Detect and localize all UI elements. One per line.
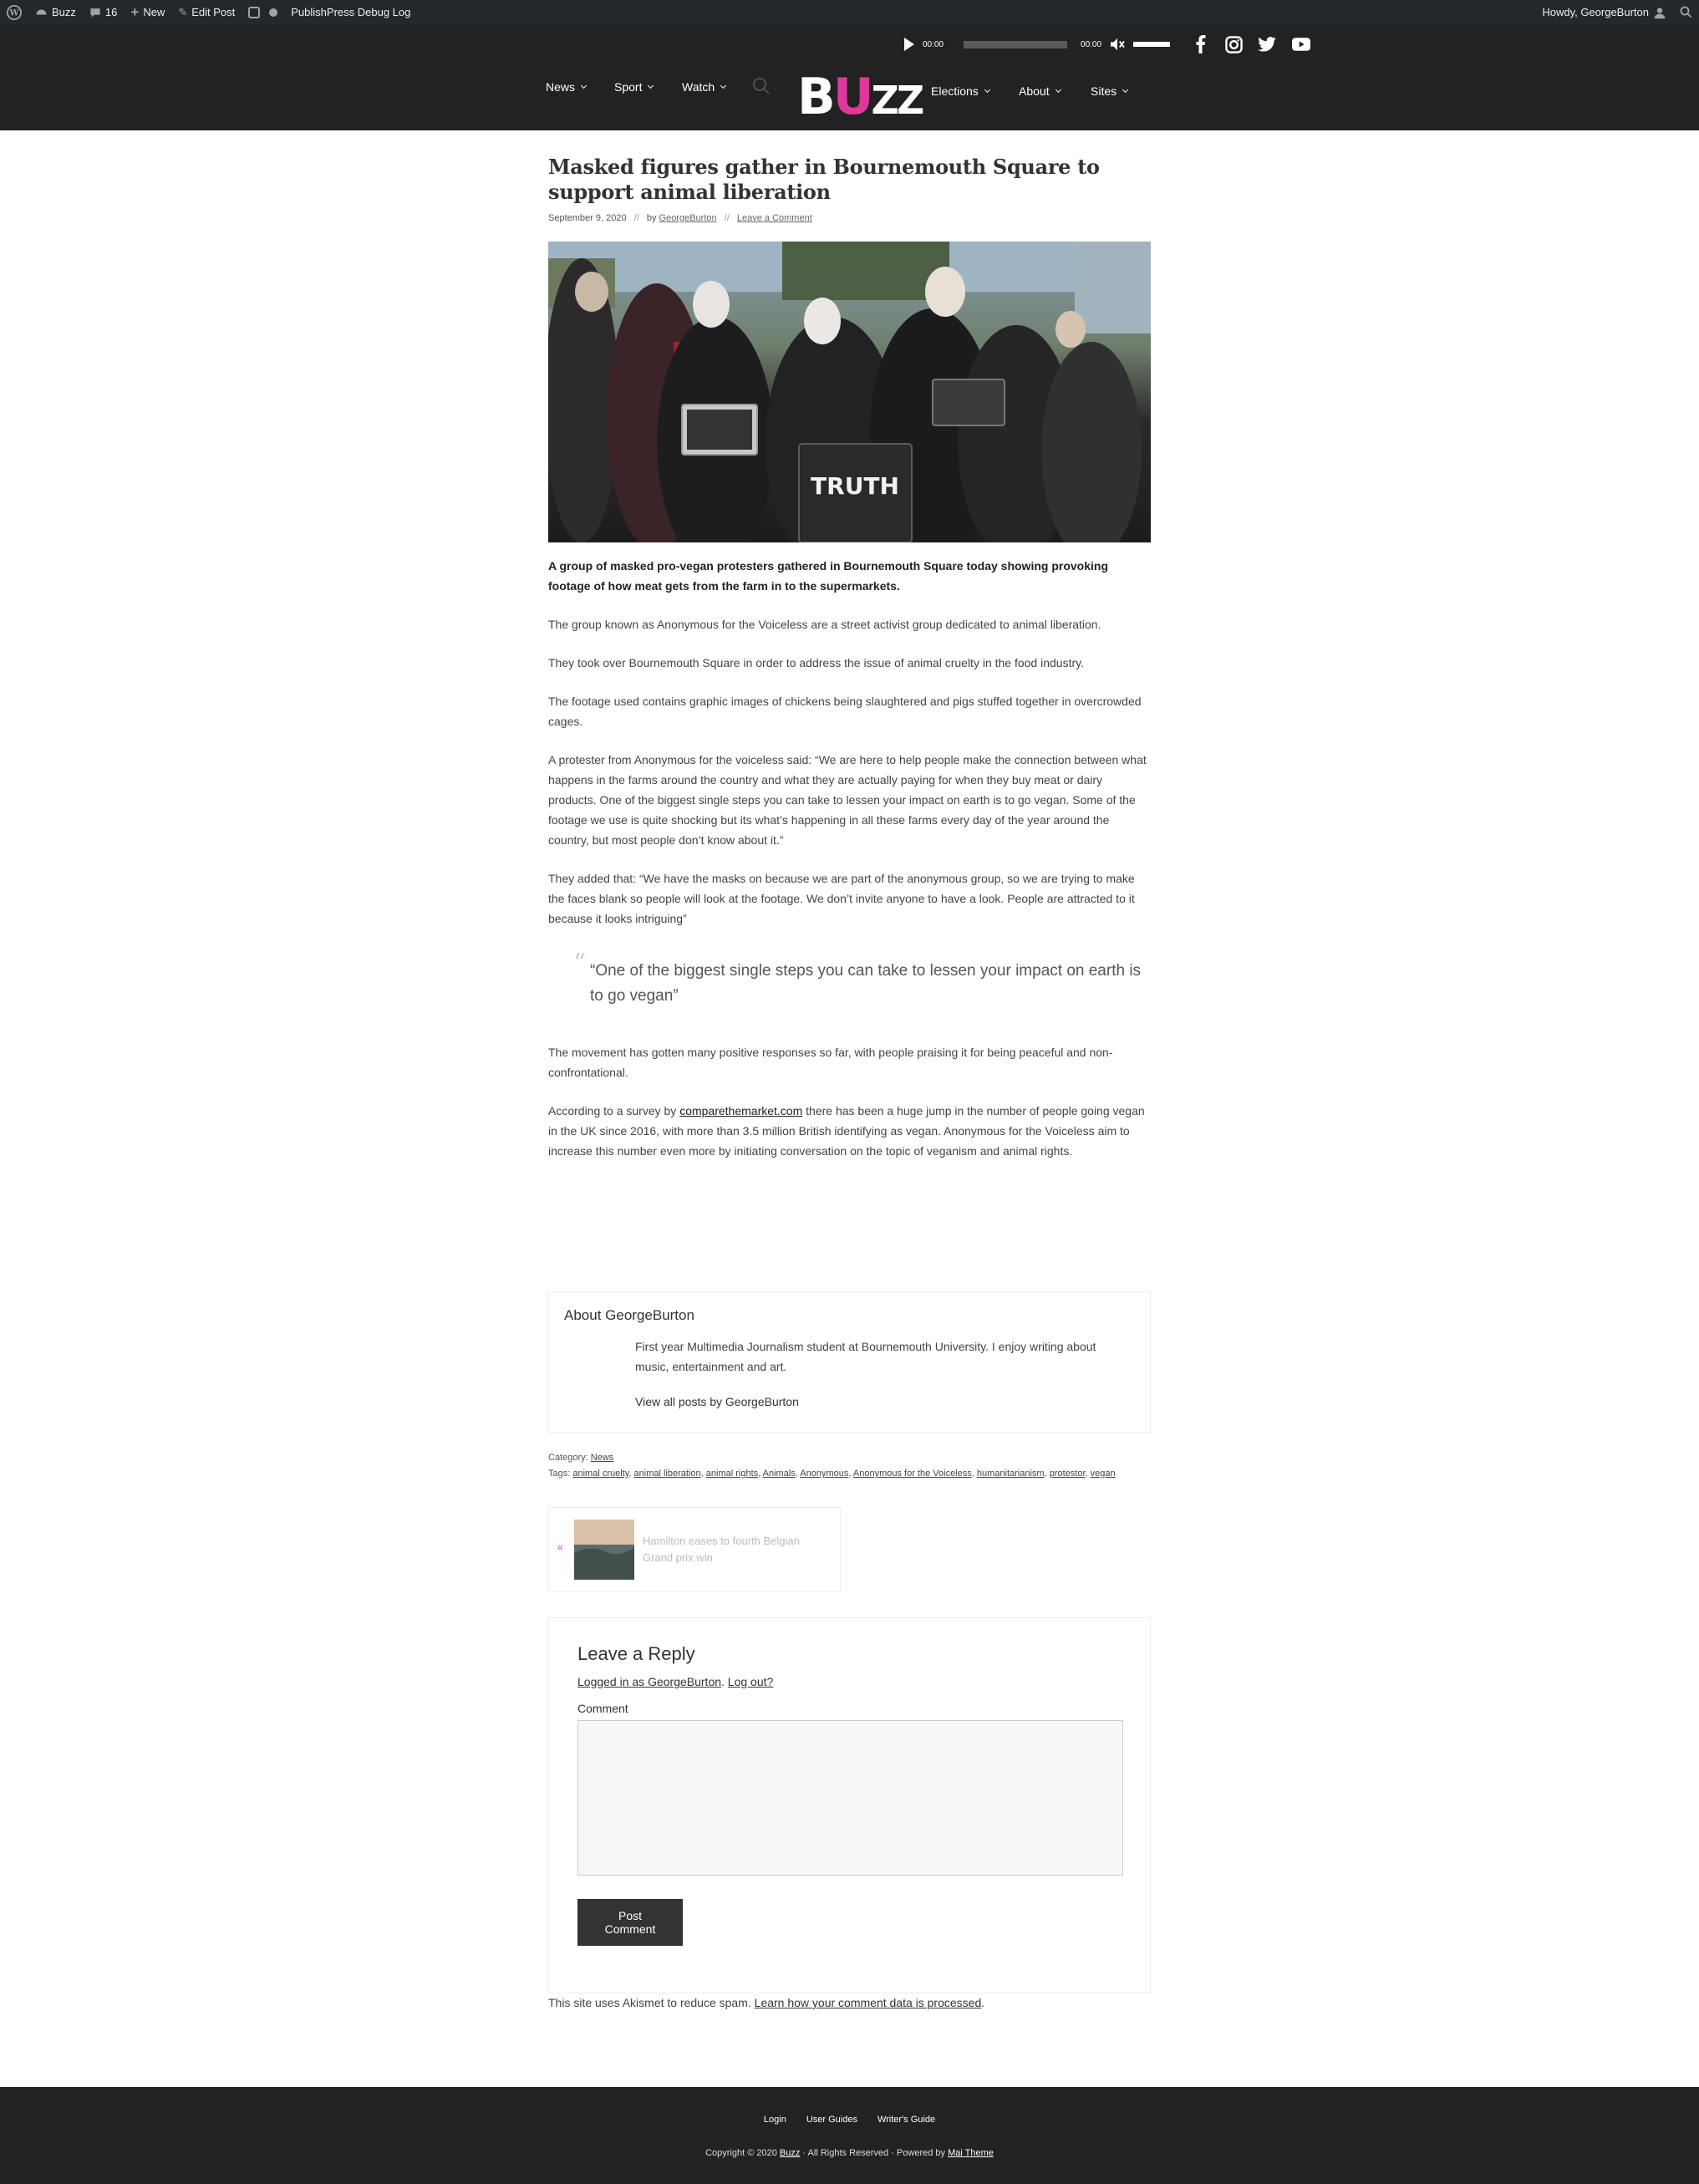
author-box [548, 1291, 1151, 1433]
article-paragraph: The group known as Anonymous for the Voiceless are a street activist group dedicated to animal liberation. [548, 618, 1101, 631]
author-box-heading: About GeorgeBurton [564, 1307, 694, 1323]
chevron-down-icon [648, 83, 654, 89]
tag-link[interactable]: animal cruelty [572, 1469, 629, 1479]
quote-mark-icon: “ [573, 949, 587, 978]
tag-separator: , [795, 1469, 801, 1479]
chevron-down-icon [1056, 87, 1061, 93]
tags-list [572, 1469, 1115, 1479]
nav-watch-label: Watch [682, 80, 715, 94]
protest-photo [548, 242, 1151, 542]
author-bio [635, 1336, 1128, 1412]
edit-post-label: Edit Post [191, 6, 236, 18]
copyright-text: · All Rights Reserved · Powered by [800, 2148, 949, 2158]
akismet-period: . [981, 1996, 985, 2009]
wordpress-menu[interactable] [0, 0, 28, 24]
facebook-link[interactable] [1190, 34, 1210, 54]
tag-separator: , [758, 1469, 763, 1479]
nav-sites-label: Sites [1091, 84, 1117, 98]
comment-form [548, 1617, 1151, 1993]
nav-news[interactable] [546, 80, 586, 94]
account-menu[interactable] [1535, 0, 1673, 24]
article-paragraph: A protester from Anonymous for the voiceless said: “We are here to help people make the connection between what happens in the farms around the country and what they are actually paying for when they buy meat or dairy products. One of the biggest single steps you can take to lessen your impact on earth is to go vegan. Some of the footage we use is quite shocking but its what’s happening in all these farms every day of the year around the country, but most people don’t know about it.” [548, 753, 1147, 847]
new-content-menu[interactable] [124, 0, 171, 24]
view-all-posts-link[interactable]: View all posts by GeorgeBurton [635, 1395, 799, 1408]
article-lead: A group of masked pro-vegan protesters gathered in Bournemouth Square today showing provoking footage of how meat gets from the farm in to the supermarkets. [548, 559, 1108, 593]
wordpress-icon [7, 5, 22, 20]
truth-sign-text: TRUTH [811, 472, 899, 500]
debug-log-label: PublishPress Debug Log [291, 6, 411, 18]
comments-menu[interactable] [83, 0, 124, 24]
previous-arrow-icon: « [557, 1541, 563, 1553]
previous-post-thumbnail [574, 1520, 634, 1580]
user-avatar-icon [1653, 6, 1666, 19]
tag-separator: , [848, 1469, 853, 1479]
search-icon [1680, 6, 1692, 18]
article-date: September 9, 2020 [548, 213, 627, 223]
footer-writers-guide-link[interactable]: Writer's Guide [877, 2115, 936, 2125]
instagram-link[interactable] [1223, 34, 1244, 54]
nav-sport[interactable] [614, 80, 653, 94]
nav-elections-label: Elections [931, 84, 979, 98]
twitter-icon [1258, 37, 1276, 52]
leave-comment-link[interactable]: Leave a Comment [736, 213, 812, 223]
tag-separator: , [1044, 1469, 1050, 1479]
site-logo[interactable] [797, 68, 923, 126]
post-comment-button[interactable]: Post Comment [577, 1899, 683, 1946]
paragraph-text: According to a survey by [548, 1104, 680, 1117]
nav-watch[interactable] [682, 80, 725, 94]
nav-sites[interactable] [1091, 84, 1127, 98]
article-paragraph: The movement has gotten many positive responses so far, with people praising it for being peaceful and non-confrontational. [548, 1046, 1113, 1079]
audio-player [904, 34, 1170, 54]
tags-label: Tags: [548, 1469, 571, 1479]
dashboard-icon [35, 6, 48, 18]
reply-heading: Leave a Reply [577, 1643, 695, 1664]
facebook-icon [1195, 35, 1206, 53]
svg-text:W: W [9, 8, 19, 18]
copyright-text: Copyright © 2020 [705, 2148, 780, 2158]
category-label: Category: [548, 1453, 588, 1463]
akismet-link[interactable]: Learn how your comment data is processed [754, 1996, 982, 2009]
comment-bubble-icon [89, 7, 101, 18]
play-button[interactable] [904, 38, 914, 51]
youtube-link[interactable] [1291, 34, 1311, 54]
meta-separator: // [724, 213, 730, 223]
article-paragraph: They added that: “We have the masks on because we are part of the anonymous group, so we are trying to make the faces blank so people will look at the footage. We don’t invite anyone to have a look. People are attracted to it because it looks intriguing” [548, 872, 1135, 925]
twitter-link[interactable] [1257, 34, 1277, 54]
comparethemarket-link[interactable]: comparethemarket.com [679, 1104, 803, 1117]
search-icon [752, 77, 771, 95]
category-link[interactable]: News [590, 1453, 614, 1463]
chevron-down-icon [984, 87, 990, 93]
tag-separator: , [1085, 1469, 1091, 1479]
nav-news-label: News [546, 80, 576, 94]
article-meta [548, 213, 1151, 223]
article-paragraph: They took over Bournemouth Square in order to address the issue of animal cruelty in the food industry. [548, 656, 1084, 669]
edit-post-menu[interactable] [171, 0, 242, 24]
separator-dot: . [721, 1675, 728, 1688]
logout-link[interactable]: Log out? [727, 1675, 774, 1688]
logo-zz: ZZ [871, 78, 923, 123]
site-name-menu[interactable] [28, 0, 83, 24]
tag-separator: , [700, 1469, 706, 1479]
admin-search[interactable] [1673, 0, 1699, 24]
plus-icon: + [130, 4, 140, 20]
category-line [548, 1453, 613, 1463]
logged-in-line [577, 1675, 1122, 1688]
paragraph-text: there has been a huge jump in the number of people going vegan in the UK since 2016, with more than 3.5 million British identifying as vegan. Anonymous for the Voiceless aim to increase this number even more by initiating conversation on the topic of veganism and animal rights. [548, 1104, 1145, 1158]
akismet-text: This site uses Akismet to reduce spam. [548, 1996, 755, 2009]
admin-bar [0, 0, 1699, 24]
tag-link[interactable]: Animals [762, 1469, 796, 1479]
chevron-down-icon [1122, 87, 1128, 93]
tag-link[interactable]: humanitarianism [976, 1469, 1045, 1479]
article-title: Masked figures gather in Bournemouth Square to support animal liberation [548, 155, 1100, 204]
logged-in-as-link[interactable]: Logged in as GeorgeBurton [577, 1675, 722, 1688]
mute-button-icon[interactable] [1110, 38, 1125, 51]
nav-elections[interactable] [931, 84, 989, 98]
nav-about[interactable] [1019, 84, 1061, 98]
footer-user-guides-link[interactable]: User Guides [806, 2115, 857, 2125]
logo-u: U [832, 68, 872, 126]
comments-count: 16 [104, 6, 118, 18]
tag-link[interactable]: animal liberation [633, 1469, 701, 1479]
mai-theme-link[interactable]: Mai Theme [948, 2148, 994, 2158]
yoast-icon [248, 7, 260, 18]
duration-time: 00:00 [1081, 39, 1102, 49]
header-search-button[interactable] [752, 77, 771, 95]
tag-link[interactable]: animal rights [705, 1469, 759, 1479]
seek-bar[interactable] [964, 41, 1067, 48]
author-bio-text: First year Multimedia Journalism student at Bournemouth University. I enjoy writing about music, entertainment and art. [635, 1340, 1096, 1373]
tag-link[interactable]: Anonymous for the Voiceless [852, 1469, 972, 1479]
tag-separator: , [971, 1469, 977, 1479]
tag-separator: , [628, 1469, 634, 1479]
howdy-label: Howdy, GeorgeBurton [1542, 6, 1649, 18]
comment-textarea[interactable] [577, 1720, 1123, 1876]
article-paragraph: The footage used contains graphic images of chickens being slaughtered and pigs stuffed together in overcrowded cages. [548, 695, 1142, 728]
footer-login-link[interactable]: Login [763, 2115, 786, 2125]
volume-slider[interactable] [1133, 42, 1170, 47]
chevron-down-icon [720, 83, 726, 89]
pull-quote [573, 949, 1151, 1009]
previous-post-title: Hamilton eases to fourth Belgian Grand prix win [643, 1535, 800, 1564]
instagram-icon [1225, 36, 1243, 53]
debug-log-menu[interactable] [284, 0, 417, 24]
by-label: by [646, 213, 657, 223]
tag-link[interactable]: Anonymous [800, 1469, 849, 1479]
logo-b: B [797, 68, 833, 126]
pull-quote-text: “One of the biggest single steps you can take to lessen your impact on earth is to go vegan” [590, 962, 1142, 1005]
site-footer [0, 2087, 1699, 2184]
comment-label: Comment [577, 1702, 628, 1715]
nav-sport-label: Sport [614, 80, 643, 94]
akismet-notice [548, 1996, 984, 2009]
tag-link[interactable]: vegan [1090, 1469, 1116, 1479]
status-dot-icon [269, 8, 277, 17]
tag-link[interactable]: protestor [1049, 1469, 1086, 1479]
youtube-icon [1292, 38, 1310, 51]
chevron-down-icon [581, 83, 587, 89]
copyright [0, 2148, 1699, 2158]
article-paragraph [548, 1101, 1151, 1161]
current-time: 00:00 [923, 39, 944, 49]
nav-about-label: About [1019, 84, 1050, 98]
article-body [548, 556, 1151, 1161]
article [548, 155, 1151, 1161]
pencil-icon: ✎ [178, 5, 188, 18]
copyright-site-link[interactable]: Buzz [779, 2148, 801, 2158]
site-name-label: Buzz [52, 6, 76, 18]
meta-separator: // [633, 213, 639, 223]
yoast-menu[interactable] [242, 0, 284, 24]
tags-line [548, 1469, 1116, 1479]
featured-image [548, 242, 1151, 542]
new-label: New [143, 6, 165, 18]
footer-menu [0, 2115, 1699, 2125]
author-link[interactable]: GeorgeBurton [659, 213, 717, 223]
previous-post-link[interactable] [548, 1507, 841, 1592]
